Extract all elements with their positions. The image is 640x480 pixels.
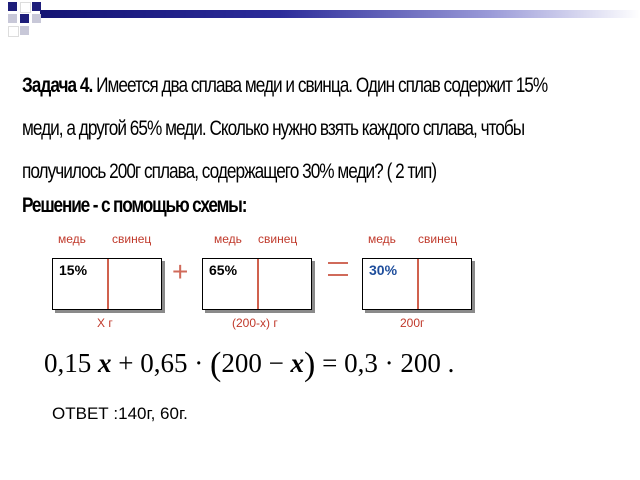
alloy-box-1 (52, 258, 162, 310)
task-label: Задача 4. (22, 74, 93, 97)
op-dot: · (194, 348, 204, 378)
coef-3: 0,3 (344, 348, 378, 378)
deco-square (8, 14, 17, 23)
coef-1: 0,15 (44, 348, 92, 378)
var-x-2: x (290, 348, 305, 378)
op-minus: − (268, 348, 284, 378)
box3-lead-label: свинец (418, 232, 458, 246)
deco-square (8, 2, 17, 11)
answer-text: ОТВЕТ :140г, 60г. (52, 404, 188, 423)
num-200: 200 (221, 348, 262, 378)
solution-heading: Решение - с помощью схемы: (22, 194, 247, 217)
deco-square (20, 26, 29, 35)
paren-close: ) (304, 346, 316, 383)
box1-lead-label: свинец (112, 232, 152, 246)
box2-divider (257, 259, 259, 309)
box2-copper-label: медь (214, 232, 242, 246)
deco-square (32, 14, 41, 23)
box3-copper-label: медь (368, 232, 396, 246)
box1-percent: 15% (59, 262, 88, 278)
equation (44, 346, 454, 384)
box2-percent: 65% (209, 262, 238, 278)
problem-text (22, 64, 621, 193)
box1-divider (107, 259, 109, 309)
equals-sign (328, 262, 348, 276)
box2-lead-label: свинец (258, 232, 298, 246)
deco-square (20, 2, 31, 13)
num-200-b: 200 (400, 348, 441, 378)
paren-open: ( (209, 346, 222, 383)
box1-copper-label: медь (58, 232, 86, 246)
op-plus: + (118, 348, 134, 378)
header-gradient-bar (40, 10, 640, 18)
deco-square (20, 14, 29, 23)
problem-line-2: меди, а другой 65% меди. Сколько нужно взять каждого сплава, чтобы (22, 117, 525, 140)
problem-line-3: получилось 200г сплава, содержащего 30% меди? ( 2 тип) (22, 160, 437, 183)
deco-square (32, 2, 41, 11)
alloy-box-2 (202, 258, 312, 310)
box3-divider (417, 259, 419, 309)
problem-line-1: Имеется два сплава меди и свинца. Один сплав содержит 15% (92, 74, 548, 97)
plus-sign: + (172, 256, 189, 287)
var-x-1: x (98, 348, 112, 378)
coef-2: 0,65 (140, 348, 188, 378)
op-equals: = (322, 348, 338, 378)
box1-amount: Х г (97, 316, 113, 330)
deco-square (8, 26, 19, 37)
box3-percent: 30% (369, 262, 398, 278)
period: . (447, 348, 455, 378)
op-dot-2: · (384, 348, 394, 378)
box3-amount: 200г (400, 316, 425, 330)
header-decoration (0, 0, 640, 40)
alloy-box-3 (362, 258, 472, 310)
box2-amount: (200-х) г (232, 316, 278, 330)
